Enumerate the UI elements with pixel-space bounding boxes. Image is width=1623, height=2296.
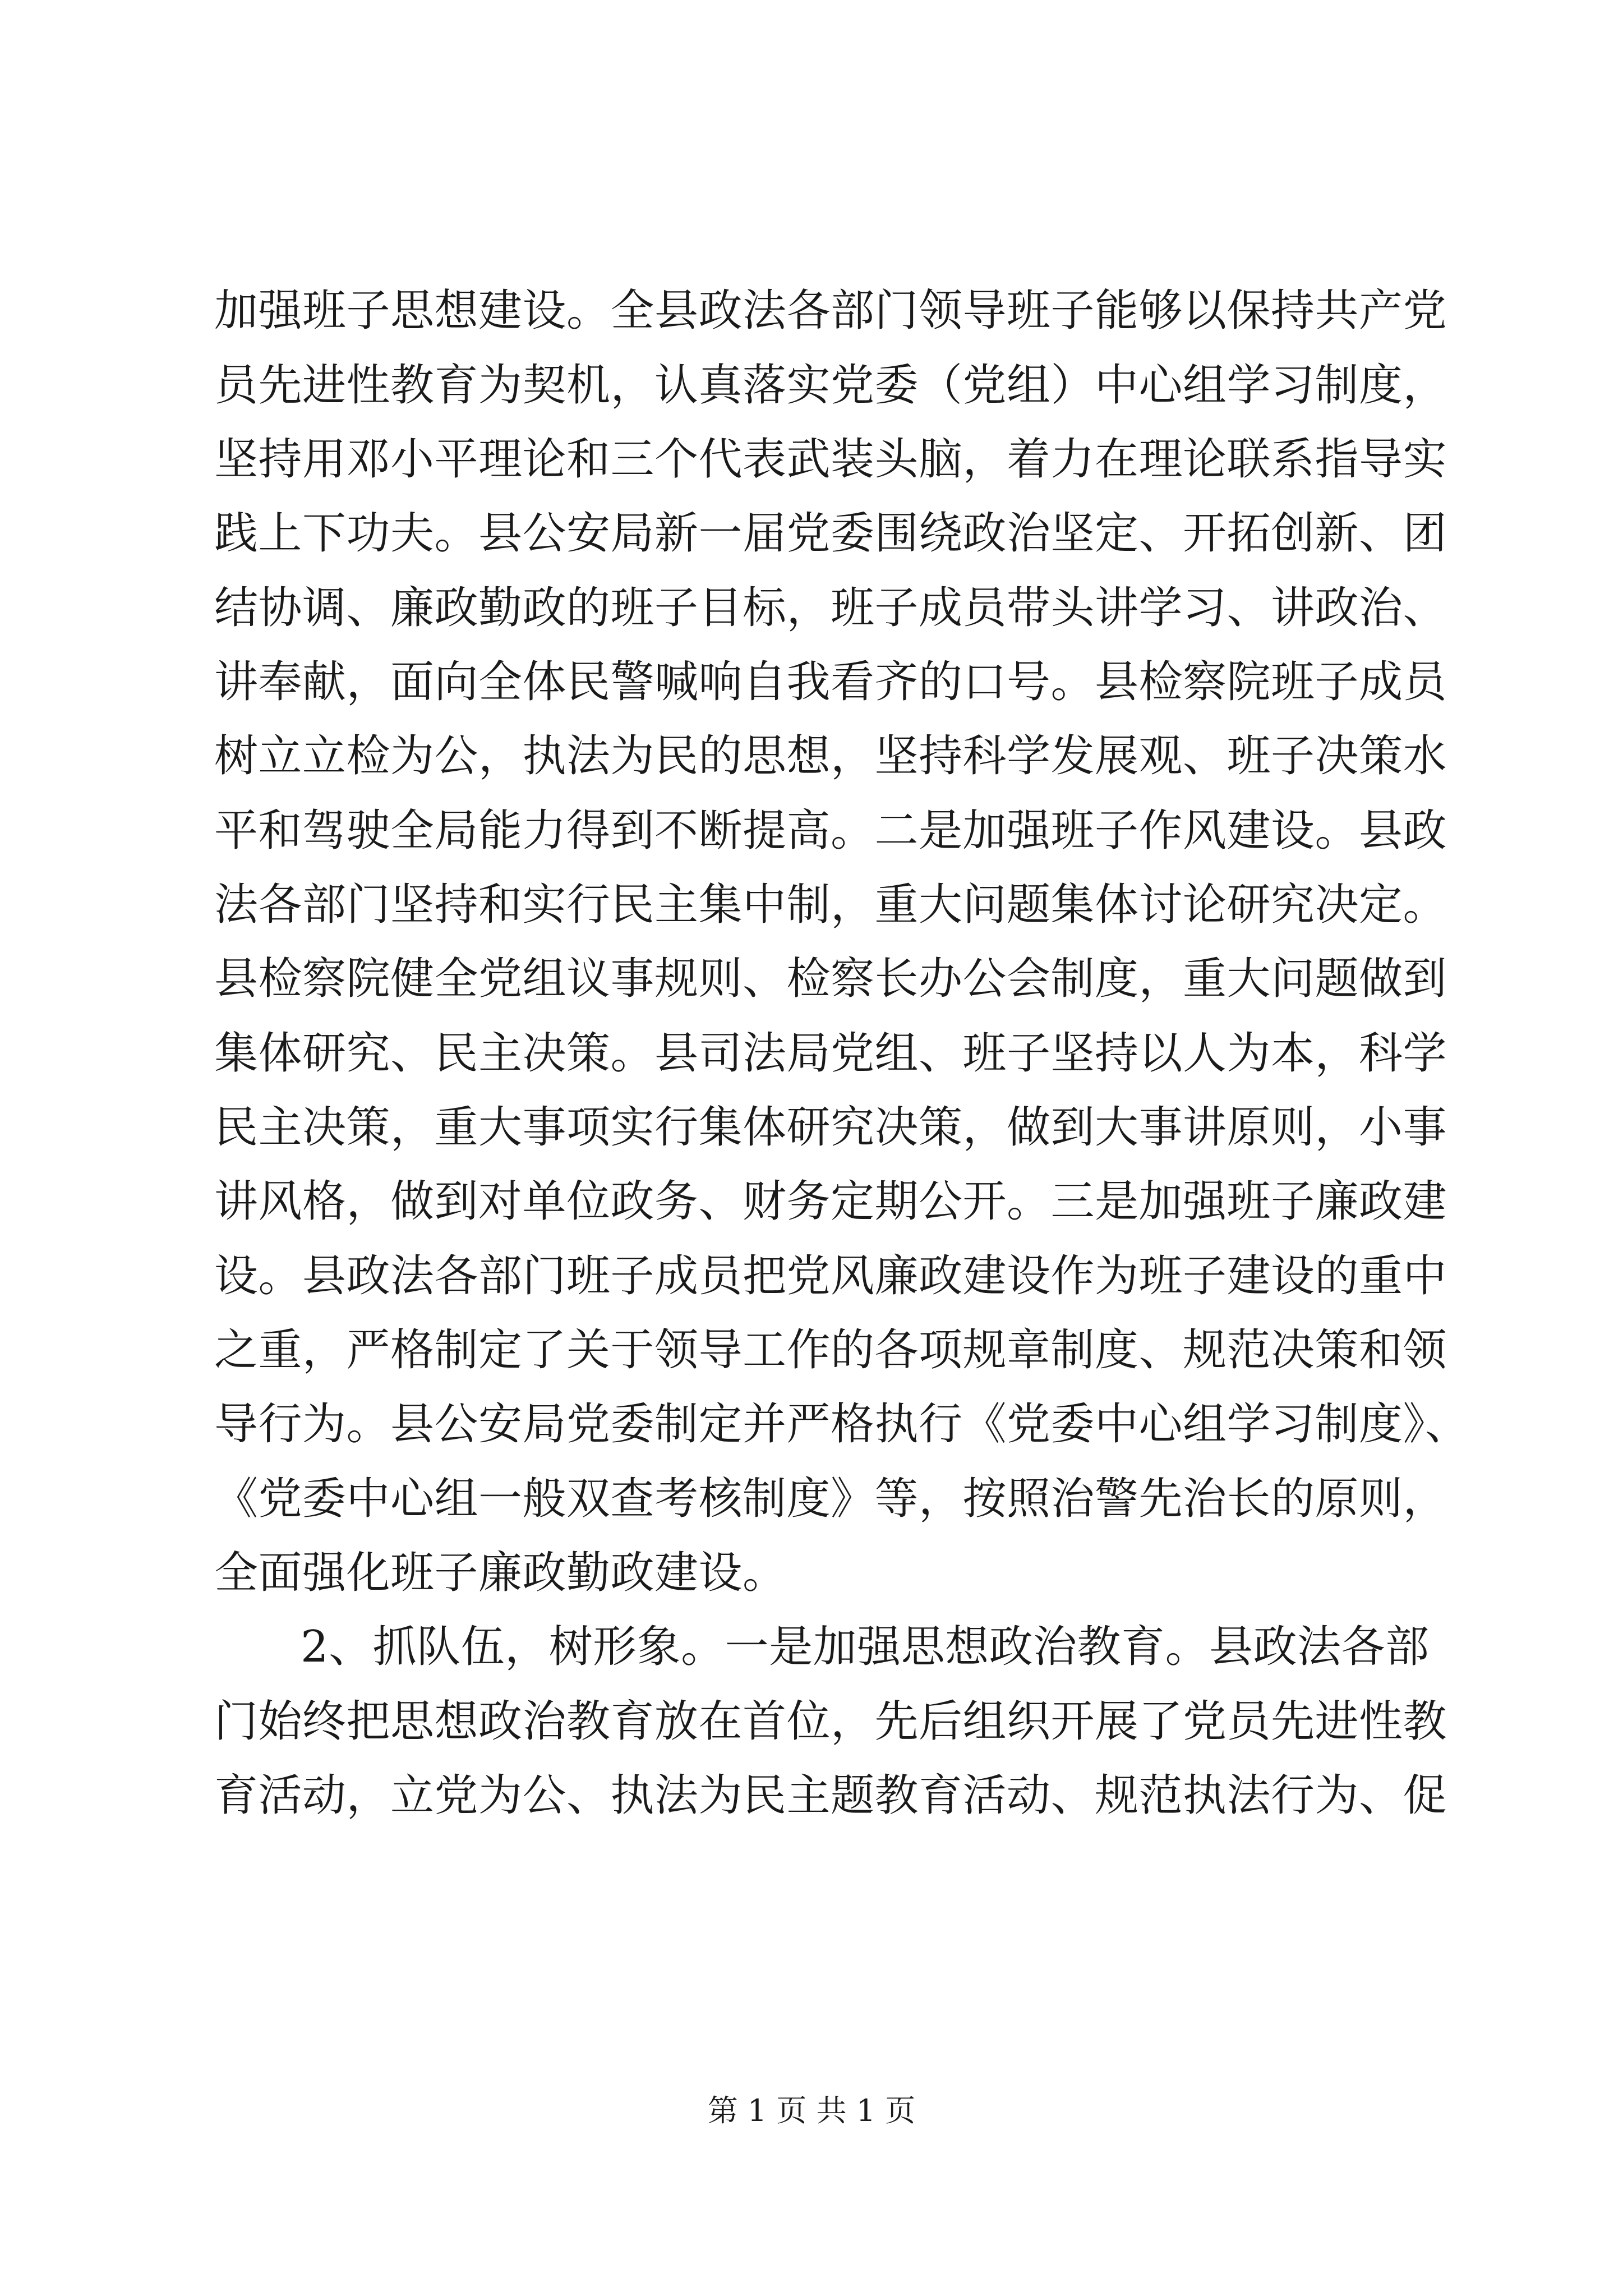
text-line: 讲风格，做到对单位政务、财务定期公开。三是加强班子廉政建 xyxy=(214,1176,1447,1227)
text-line: 《党委中心组一般双查考核制度》等，按照治警先治长的原则， xyxy=(214,1474,1447,1524)
paragraph-start-line: 2、抓队伍，树形象。一是加强思想政治教育。县政法各部 xyxy=(301,1622,1430,1672)
text-line: 县检察院健全党组议事规则、检察长办公会制度，重大问题做到 xyxy=(214,954,1447,1004)
text-line: 集体研究、民主决策。县司法局党组、班子坚持以人为本，科学 xyxy=(214,1028,1447,1079)
text-line: 导行为。县公安局党委制定并严格执行《党委中心组学习制度》、 xyxy=(214,1399,1469,1450)
text-line: 结协调、廉政勤政的班子目标，班子成员带头讲学习、讲政治、 xyxy=(214,583,1447,633)
text-line: 平和驾驶全局能力得到不断提高。二是加强班子作风建设。县政 xyxy=(214,806,1447,856)
text-line: 加强班子思想建设。全县政法各部门领导班子能够以保持共产党 xyxy=(214,286,1447,336)
text-line: 员先进性教育为契机，认真落实党委（党组）中心组学习制度， xyxy=(214,360,1447,411)
text-line: 育活动，立党为公、执法为民主题教育活动、规范执法行为、促 xyxy=(214,1770,1447,1821)
text-line: 之重，严格制定了关于领导工作的各项规章制度、规范决策和领 xyxy=(214,1325,1447,1375)
text-line: 坚持用邓小平理论和三个代表武装头脑，着力在理论联系指导实 xyxy=(214,434,1447,485)
text-line: 树立立检为公，执法为民的思想，坚持科学发展观、班子决策水 xyxy=(214,731,1447,781)
text-line: 讲奉献，面向全体民警喊响自我看齐的口号。县检察院班子成员 xyxy=(214,657,1447,707)
text-line: 践上下功夫。县公安局新一届党委围绕政治坚定、开拓创新、团 xyxy=(214,508,1447,559)
text-line: 全面强化班子廉政勤政建设。 xyxy=(214,1548,787,1598)
text-line: 设。县政法各部门班子成员把党风廉政建设作为班子建设的重中 xyxy=(214,1251,1447,1301)
text-line: 门始终把思想政治教育放在首位，先后组织开展了党员先进性教 xyxy=(214,1696,1447,1747)
text-line: 法各部门坚持和实行民主集中制，重大问题集体讨论研究决定。 xyxy=(214,880,1447,930)
page-footer: 第 1 页 共 1 页 xyxy=(707,2093,916,2128)
text-line: 民主决策，重大事项实行集体研究决策，做到大事讲原则，小事 xyxy=(214,1102,1447,1153)
